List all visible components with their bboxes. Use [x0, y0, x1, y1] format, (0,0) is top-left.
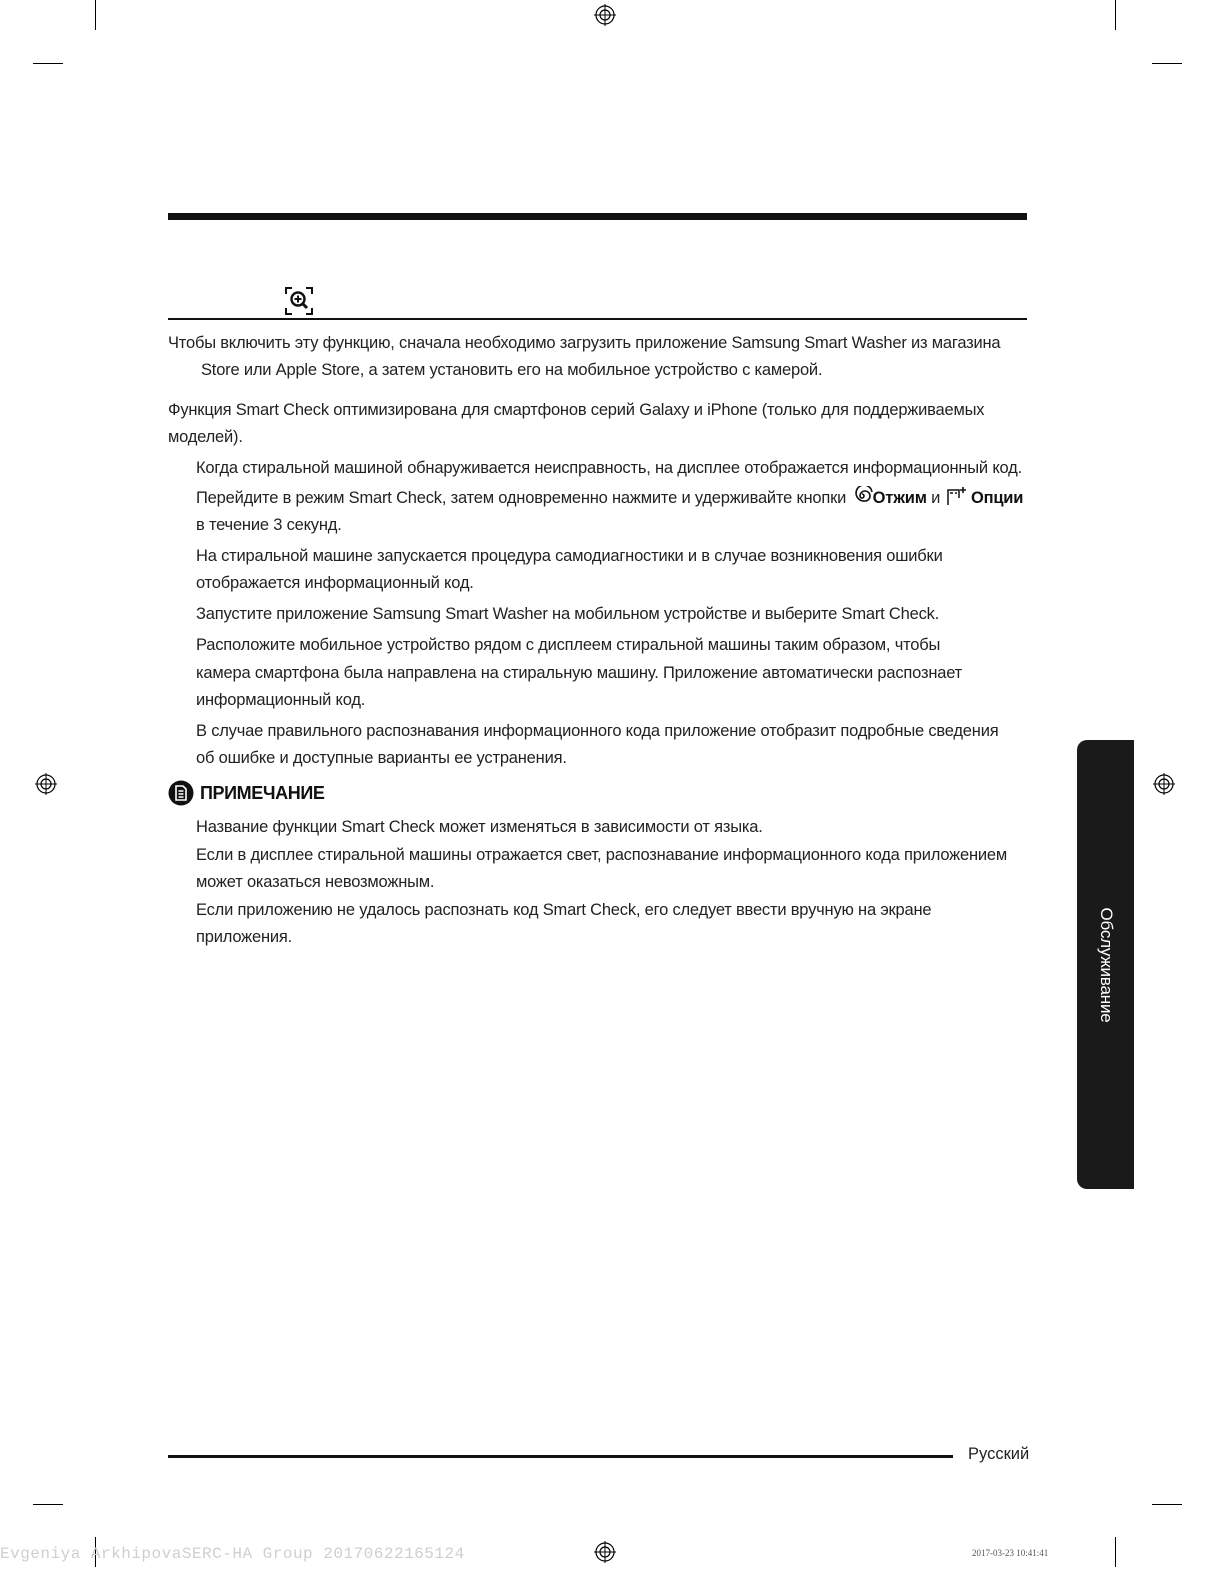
note-title: ПРИМЕЧАНИЕ [200, 782, 325, 803]
step-text: и [931, 489, 941, 507]
step-line: в течение 3 секунд. [196, 516, 342, 534]
crop-mark [33, 63, 63, 64]
note-item-line: может оказаться невозможным. [196, 873, 435, 891]
step-line: информационный код. [196, 691, 366, 709]
intro-paragraph-line: Функция Smart Check оптимизирована для смартфонов серий Galaxy и iPhone (только для поддерживаемых [168, 401, 985, 419]
section-top-rule [168, 213, 1027, 220]
chapter-side-tab [1077, 740, 1134, 1189]
step-line: об ошибке и доступные варианты ее устранения. [196, 749, 567, 767]
options-button-label: Опции [970, 489, 1024, 507]
intro-paragraph-line: Чтобы включить эту функцию, сначала необходимо загрузить приложение Samsung Smart Washer из магазина [168, 334, 1001, 352]
spin-icon [851, 486, 873, 506]
language-label: Русский [968, 1445, 1030, 1463]
step-line: Когда стиральной машиной обнаруживается неисправность, на дисплее отображается информационный код. [196, 459, 1022, 477]
registration-mark-icon [594, 4, 616, 26]
section-sub-rule [168, 318, 1027, 320]
registration-mark-icon [35, 773, 57, 795]
note-item-line: Если приложению не удалось распознать код Smart Check, его следует ввести вручную на экране [196, 901, 932, 919]
note-item-line: приложения. [196, 928, 292, 946]
crop-mark [1115, 0, 1116, 30]
options-icon [945, 486, 967, 506]
intro-paragraph-line: Store или Apple Store, а затем установить его на мобильное устройство с камерой. [201, 361, 823, 379]
spin-button-label: Отжим [872, 489, 927, 507]
crop-mark [1115, 1537, 1116, 1567]
search-plus-icon [285, 287, 313, 315]
registration-mark-icon [594, 1541, 616, 1563]
chapter-side-tab-label: Обслуживание [1096, 907, 1116, 1022]
step-text: Перейдите в режим Smart Check, затем одновременно нажмите и удерживайте кнопки [196, 489, 847, 507]
crop-mark [33, 1504, 63, 1505]
print-info-left: Evgeniya ArkhipovaSERC-HA Group 20170622165124 [0, 1545, 465, 1563]
step-line: В случае правильного распознавания информационного кода приложение отобразит подробные сведения [196, 722, 999, 740]
crop-mark [1152, 63, 1182, 64]
crop-mark [95, 0, 96, 30]
step-line: камера смартфона была направлена на стиральную машину. Приложение автоматически распознает [196, 664, 962, 682]
note-item-line: Название функции Smart Check может изменяться в зависимости от языка. [196, 818, 763, 836]
intro-paragraph-line: моделей). [168, 428, 243, 446]
registration-mark-icon [1153, 773, 1175, 795]
note-heading [168, 780, 324, 806]
step-line: Расположите мобильное устройство рядом с дисплеем стиральной машины таким образом, чтобы [196, 636, 941, 654]
note-icon [168, 780, 194, 806]
step-line: отображается информационный код. [196, 574, 474, 592]
step-line: Запустите приложение Samsung Smart Washer на мобильном устройстве и выберите Smart Check. [196, 605, 940, 623]
step-line: На стиральной машине запускается процедура самодиагностики и в случае возникновения ошибки [196, 547, 943, 565]
footer-rule [168, 1455, 953, 1458]
note-item-line: Если в дисплее стиральной машины отражается свет, распознавание информационного кода приложением [196, 846, 1007, 864]
crop-mark [1152, 1504, 1182, 1505]
step-line [196, 484, 1036, 512]
print-info-right: 2017-03-23 10:41:41 [972, 1548, 1049, 1558]
